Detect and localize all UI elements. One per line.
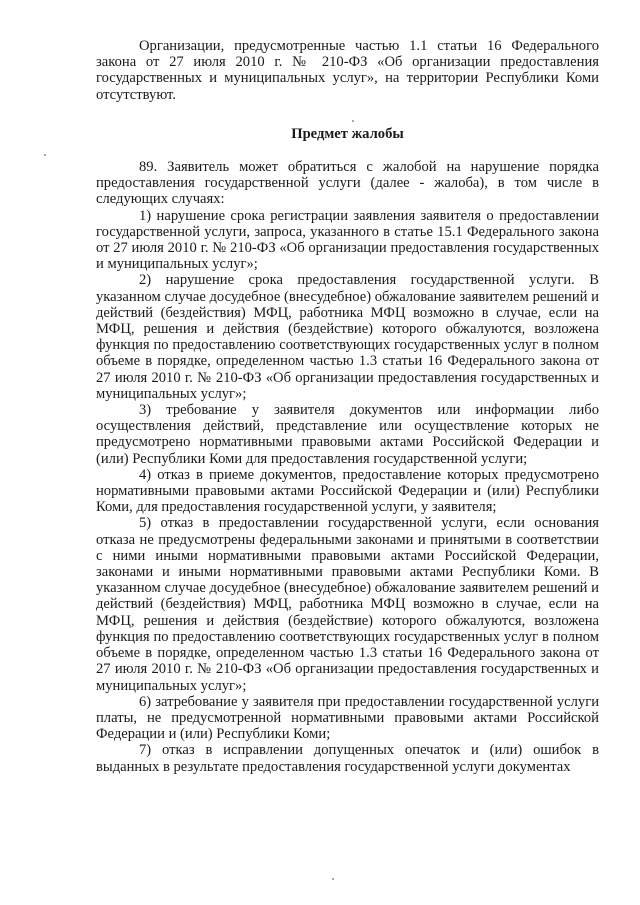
section-heading: Предмет жалобы <box>291 126 404 142</box>
complaint-body <box>96 159 599 775</box>
list-item: 1) нарушение срока регистрации заявления заявителя о предоставлении государственной услуги, запроса, указанного в статье 15.1 Федерального закона от 27 июля 2010 г. № 210-ФЗ «Об организации предоставления государственных и муниципальных услуг»; <box>96 207 599 273</box>
list-item: 6) затребование у заявителя при предоставлении государственной услуги платы, не предусмотренной нормативными правовыми актами Российской Федерации и (или) Республики Коми; <box>96 693 599 743</box>
clause-89: 89. Заявитель может обратиться с жалобой на нарушение порядка предоставления государственной услуги (далее - жалоба), в том числе в следующих случаях: <box>96 159 599 208</box>
list-item: 3) требование у заявителя документов или информации либо осуществления действий, представление или осуществление которых не предусмотрено нормативными правовыми актами Российской Федерации и (или) Республики Коми для предоставления государственной услуги; <box>96 402 599 467</box>
scan-speck <box>352 120 354 122</box>
list-item: 7) отказ в исправлении допущенных опечаток и (или) ошибок в выданных в результате предоставления государственной услуги документах <box>96 742 599 775</box>
list-item: 2) нарушение срока предоставления государственной услуги. В указанном случае досудебное (внесудебное) обжалование заявителем решений и действий (бездействия) МФЦ, работника МФЦ возможно в случае, если на МФЦ, решения и действия (бездействие) которого обжалуются, возложена функция по предоставлению соответствующих государственных услуг в полном объеме в порядке, определенном частью 1.3 статьи 16 Федерального закона от 27 июля 2010 г. № 210-ФЗ «Об организации предоставления государственных и муниципальных услуг»; <box>96 272 599 402</box>
scan-speck <box>44 154 46 156</box>
intro-section <box>96 38 599 103</box>
list-item: 5) отказ в предоставлении государственной услуги, если основания отказа не предусмотрены федеральными законами и принятыми в соответствии с ними иными нормативными правовыми актами Российской Федерации, законами и иными нормативными правовыми актами Республики Коми. В указанном случае досудебное (внесудебное) обжалование заявителем решений и действий (бездействия) МФЦ, работника МФЦ возможно в случае, если на МФЦ, решения и действия (бездействие) которого обжалуются, возложена функция по предоставлению соответствующих государственных услуг в полном объеме в порядке, определенном частью 1.3 статьи 16 Федерального закона от 27 июля 2010 г. № 210-ФЗ «Об организации предоставления государственных и муниципальных услуг»; <box>96 515 599 694</box>
list-item: 4) отказ в приеме документов, предоставление которых предусмотрено нормативными правовыми актами Российской Федерации и (или) Республики Коми, для предоставления государственной услуги, у заявителя; <box>96 466 599 516</box>
scan-speck <box>332 878 334 880</box>
intro-paragraph: Организации, предусмотренные частью 1.1 статьи 16 Федерального закона от 27 июля 2010 г. № 210-ФЗ «Об организации предоставления государственных и муниципальных услуг», на территории Республики Коми отсутствуют. <box>96 38 599 103</box>
